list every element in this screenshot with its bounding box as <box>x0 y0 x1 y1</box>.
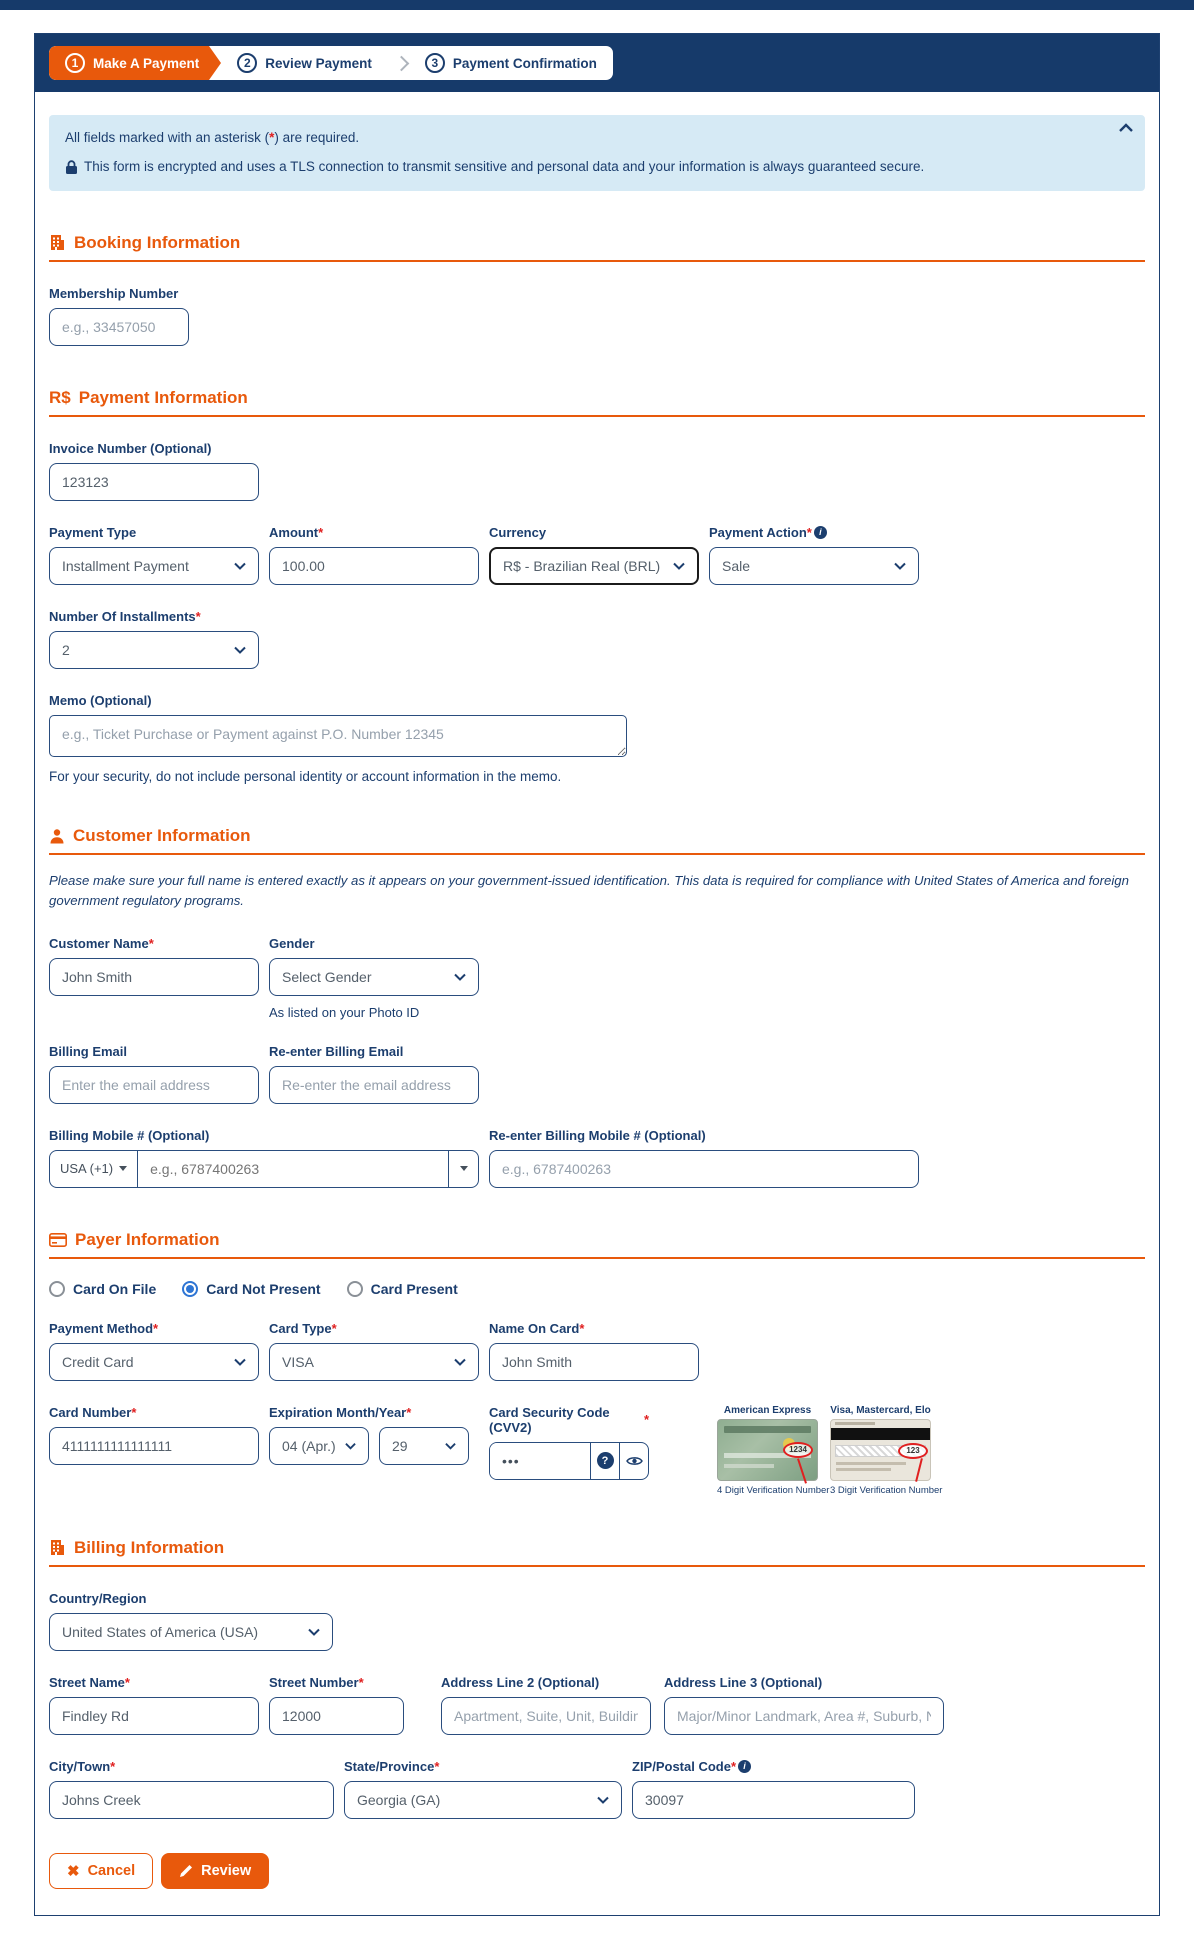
installments-label: Number Of Installments * <box>49 608 201 624</box>
cancel-button[interactable]: ✖ Cancel <box>49 1853 153 1889</box>
payment-section-heading <box>49 388 1145 417</box>
visa-title: Visa, Mastercard, Elo <box>830 1404 931 1416</box>
info-icon[interactable]: i <box>738 1760 751 1773</box>
customer-compliance-note: Please make sure your full name is entered exactly as it appears on your government-issued identification. This data is required for compliance with United States of America and foreign government regulatory programs. <box>49 872 1129 909</box>
billing-mobile-group <box>49 1150 479 1188</box>
expiration-year-select[interactable]: 29 <box>379 1427 469 1465</box>
step-label: Review Payment <box>265 55 372 71</box>
step-label: Payment Confirmation <box>452 55 597 71</box>
invoice-number-input[interactable] <box>49 463 259 501</box>
amount-input[interactable] <box>269 547 479 585</box>
cvv-example-cards <box>717 1404 943 1496</box>
address-line3-input[interactable] <box>664 1697 944 1735</box>
pencil-icon <box>179 1864 193 1878</box>
address-line3-label: Address Line 3 (Optional) <box>664 1674 823 1690</box>
cvv-group <box>489 1442 649 1480</box>
payment-method-select[interactable]: Credit Card <box>49 1343 259 1381</box>
amex-caption: 4 Digit Verification Number <box>717 1484 830 1496</box>
installments-select[interactable]: 2 <box>49 631 259 669</box>
city-label: City/Town * <box>49 1758 116 1774</box>
memo-textarea[interactable] <box>49 715 627 757</box>
radio-card-not-present[interactable]: Card Not Present <box>182 1281 320 1297</box>
card-number-input[interactable] <box>49 1427 259 1465</box>
required-asterisk: * <box>269 130 275 145</box>
form-footer <box>49 1853 1145 1889</box>
building-icon <box>49 234 66 251</box>
reenter-billing-email-input[interactable] <box>269 1066 479 1104</box>
country-code-select[interactable]: USA (+1) <box>50 1151 138 1187</box>
chevron-down-icon <box>234 1358 246 1366</box>
visa-card-image <box>830 1419 931 1481</box>
billing-email-input[interactable] <box>49 1066 259 1104</box>
amex-cvv-example <box>717 1404 830 1496</box>
section-title: Payer Information <box>75 1229 220 1249</box>
step-payment-confirmation[interactable] <box>409 46 613 80</box>
person-icon <box>49 828 65 844</box>
amex-card-image <box>717 1419 818 1481</box>
booking-section-heading <box>49 233 1145 262</box>
collapse-chevron-icon[interactable] <box>1119 123 1133 132</box>
lock-icon <box>65 160 78 175</box>
section-title: Billing Information <box>74 1537 225 1557</box>
step-label: Make A Payment <box>93 55 200 71</box>
chevron-down-icon <box>445 1442 456 1450</box>
state-select[interactable]: Georgia (GA) <box>344 1781 622 1819</box>
required-asterisk: * <box>131 1404 137 1420</box>
eye-icon <box>626 1455 643 1467</box>
x-icon: ✖ <box>67 1862 80 1880</box>
expiration-label: Expiration Month/Year * <box>269 1404 412 1420</box>
info-icon[interactable]: i <box>814 526 827 539</box>
step-chevron-icon <box>394 55 410 71</box>
chevron-down-icon <box>454 973 466 981</box>
street-name-input[interactable] <box>49 1697 259 1735</box>
step-number-2: 2 <box>237 53 257 73</box>
card-type-select[interactable]: VISA <box>269 1343 479 1381</box>
chevron-down-icon <box>234 646 246 654</box>
caret-down-icon <box>119 1166 127 1171</box>
city-input[interactable] <box>49 1781 334 1819</box>
security-info-alert <box>49 115 1145 191</box>
memo-label: Memo (Optional) <box>49 692 152 708</box>
required-asterisk: * <box>806 524 812 540</box>
street-name-label: Street Name * <box>49 1674 130 1690</box>
required-fields-note: All fields marked with an asterisk (*) are required. <box>65 130 360 145</box>
street-number-label: Street Number * <box>269 1674 364 1690</box>
amex-title: American Express <box>723 1404 812 1416</box>
payer-section-heading <box>49 1230 1145 1259</box>
customer-name-label: Customer Name * <box>49 935 154 951</box>
billing-email-label: Billing Email <box>49 1043 128 1059</box>
top-accent-bar <box>0 0 1194 10</box>
customer-section-heading <box>49 826 1145 855</box>
customer-name-input[interactable] <box>49 958 259 996</box>
expiration-month-select[interactable]: 04 (Apr.) <box>269 1427 369 1465</box>
radio-icon <box>49 1281 65 1297</box>
chevron-down-icon <box>234 562 246 570</box>
reenter-billing-mobile-input[interactable] <box>489 1150 919 1188</box>
section-title: Payment Information <box>78 387 248 407</box>
payment-type-label: Payment Type <box>49 524 137 540</box>
country-select[interactable]: United States of America (USA) <box>49 1613 333 1651</box>
cvv-help-button[interactable] <box>590 1443 619 1479</box>
reenter-billing-mobile-label: Re-enter Billing Mobile # (Optional) <box>489 1127 706 1143</box>
cvv-highlight-circle: 1234 <box>783 1442 813 1458</box>
zip-input[interactable] <box>632 1781 915 1819</box>
membership-number-input[interactable] <box>49 308 189 346</box>
required-asterisk: * <box>195 608 201 624</box>
step-arrow-icon <box>209 46 221 80</box>
cvv-label: Card Security Code (CVV2) * <box>489 1404 649 1435</box>
credit-card-icon <box>49 1233 67 1247</box>
required-asterisk: * <box>110 1758 116 1774</box>
gender-label: Gender <box>269 935 315 951</box>
radio-card-present[interactable]: Card Present <box>347 1281 458 1297</box>
required-asterisk: * <box>124 1674 130 1690</box>
encryption-note: This form is encrypted and uses a TLS connection to transmit sensitive and personal data and your information is always guaranteed secure. <box>65 158 1105 177</box>
name-on-card-input[interactable] <box>489 1343 699 1381</box>
card-number-label: Card Number * <box>49 1404 137 1420</box>
card-presence-radios <box>49 1281 1145 1297</box>
review-button[interactable]: Review <box>161 1853 269 1889</box>
visa-cvv-example <box>830 1404 943 1496</box>
step-number-1: 1 <box>65 53 85 73</box>
zip-label: ZIP/Postal Code * i <box>632 1759 915 1774</box>
card-type-label: Card Type * <box>269 1320 337 1336</box>
billing-section-heading <box>49 1538 1145 1567</box>
payment-action-label: Payment Action * i <box>709 525 919 540</box>
memo-security-note: For your security, do not include personal identity or account information in the memo. <box>49 768 562 784</box>
chevron-down-icon <box>308 1628 320 1636</box>
required-asterisk: * <box>148 935 154 951</box>
section-title: Customer Information <box>73 825 251 845</box>
step-review-payment[interactable] <box>221 46 388 80</box>
gender-helper-text: As listed on your Photo ID <box>269 1004 420 1020</box>
step-number-3: 3 <box>425 53 445 73</box>
reenter-billing-email-label: Re-enter Billing Email <box>269 1043 404 1059</box>
required-asterisk: * <box>730 1758 737 1774</box>
payment-form-card <box>34 33 1160 1916</box>
required-asterisk: * <box>434 1758 440 1774</box>
chevron-down-icon <box>345 1442 356 1450</box>
billing-mobile-label: Billing Mobile # (Optional) <box>49 1127 210 1143</box>
radio-icon <box>347 1281 363 1297</box>
required-asterisk: * <box>579 1320 585 1336</box>
payment-action-select[interactable]: Sale <box>709 547 919 585</box>
radio-card-on-file[interactable]: Card On File <box>49 1281 156 1297</box>
required-asterisk: * <box>318 524 324 540</box>
payment-type-select[interactable]: Installment Payment <box>49 547 259 585</box>
stepper-band <box>35 34 1159 92</box>
required-asterisk: * <box>358 1674 364 1690</box>
state-label: State/Province * <box>344 1758 440 1774</box>
currency-rs-icon: R$ <box>49 387 71 407</box>
address-line2-label: Address Line 2 (Optional) <box>441 1674 600 1690</box>
address-line2-input[interactable] <box>441 1697 651 1735</box>
gender-select[interactable]: Select Gender <box>269 958 479 996</box>
currency-select[interactable]: R$ - Brazilian Real (BRL) <box>489 547 699 585</box>
caret-down-icon <box>460 1166 468 1171</box>
chevron-down-icon <box>673 562 685 570</box>
mobile-dropdown-toggle[interactable] <box>448 1151 478 1187</box>
required-asterisk: * <box>643 1412 649 1428</box>
chevron-down-icon <box>894 562 906 570</box>
payment-method-label: Payment Method * <box>49 1320 159 1336</box>
required-asterisk: * <box>153 1320 159 1336</box>
cvv-highlight-circle: 123 <box>898 1443 928 1459</box>
visa-caption: 3 Digit Verification Number <box>830 1484 943 1496</box>
billing-mobile-input[interactable] <box>138 1151 448 1187</box>
radio-checked-icon <box>182 1281 198 1297</box>
section-title: Booking Information <box>74 232 241 252</box>
cvv-input[interactable] <box>490 1443 590 1479</box>
invoice-number-label: Invoice Number (Optional) <box>49 440 212 456</box>
help-icon: ? <box>597 1452 614 1469</box>
cvv-show-button[interactable] <box>619 1443 648 1479</box>
stepper <box>49 46 613 80</box>
chevron-down-icon <box>597 1796 609 1804</box>
amount-label: Amount * <box>269 524 324 540</box>
step-make-a-payment[interactable] <box>49 46 209 80</box>
currency-label: Currency <box>489 524 547 540</box>
street-number-input[interactable] <box>269 1697 404 1735</box>
required-asterisk: * <box>331 1320 337 1336</box>
required-asterisk: * <box>406 1404 412 1420</box>
country-label: Country/Region <box>49 1590 147 1606</box>
membership-number-label: Membership Number <box>49 285 179 301</box>
chevron-down-icon <box>454 1358 466 1366</box>
building-icon <box>49 1539 66 1556</box>
name-on-card-label: Name On Card * <box>489 1320 585 1336</box>
